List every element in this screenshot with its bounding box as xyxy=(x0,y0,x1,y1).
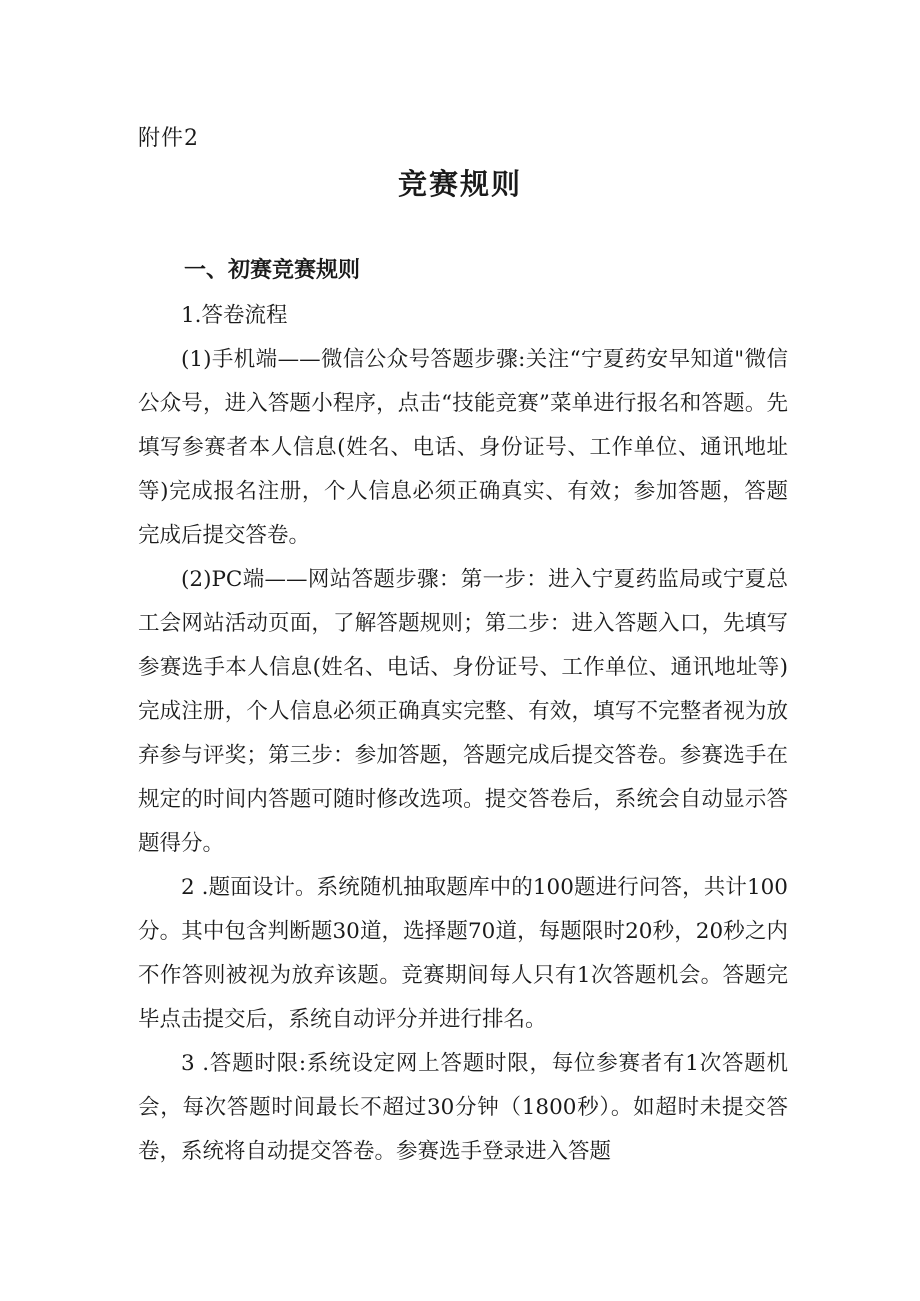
paragraph-question-design: 2 .题面设计。系统随机抽取题库中的100题进行问答，共计100分。其中包含判断题30道，选择题70道，每题限时20秒，20秒之内不作答则被视为放弃该题。竞赛期间每人只有1次答题机会。答题完毕点击提交后，系统自动评分并进行排名。 xyxy=(138,875,788,1032)
paragraph-pc-steps: (2)PC端——网站答题步骤：第一步：进入宁夏药监局或宁夏总工会网站活动页面，了解答题规则；第二步：进入答题入口，先填写参赛选手本人信息(姓名、电话、身份证号、工作单位、通讯地址等)完成注册，个人信息必须正确真实完整、有效，填写不完整者视为放弃参与评奖；第三步：参加答题，答题完成后提交答卷。参赛选手在规定的时间内答题可随时修改选项。提交答卷后，系统会自动显示答题得分。 xyxy=(138,567,788,856)
paragraph-time-limit: 3 .答题时限:系统设定网上答题时限，每位参赛者有1次答题机会，每次答题时间最长不超过30分钟（1800秒）。如超时未提交答卷，系统将自动提交答卷。参赛选手登录进入答题 xyxy=(138,1051,788,1164)
section-heading: 一、初赛竞赛规则 xyxy=(184,258,361,283)
paragraph-answer-process: 1.答卷流程 xyxy=(181,303,288,328)
attachment-label: 附件2 xyxy=(138,126,199,151)
document-body xyxy=(138,294,788,1174)
paragraph-mobile-steps: (1)手机端——微信公众号答题步骤:关注“宁夏药安早知道"微信公众号，进入答题小程序，点击“技能竞赛”菜单进行报名和答题。先填写参赛者本人信息(姓名、电话、身份证号、工作单位、通讯地址等)完成报名注册，个人信息必须正确真实、有效；参加答题，答题完成后提交答卷。 xyxy=(138,347,788,548)
document-title: 竞赛规则 xyxy=(397,167,522,201)
